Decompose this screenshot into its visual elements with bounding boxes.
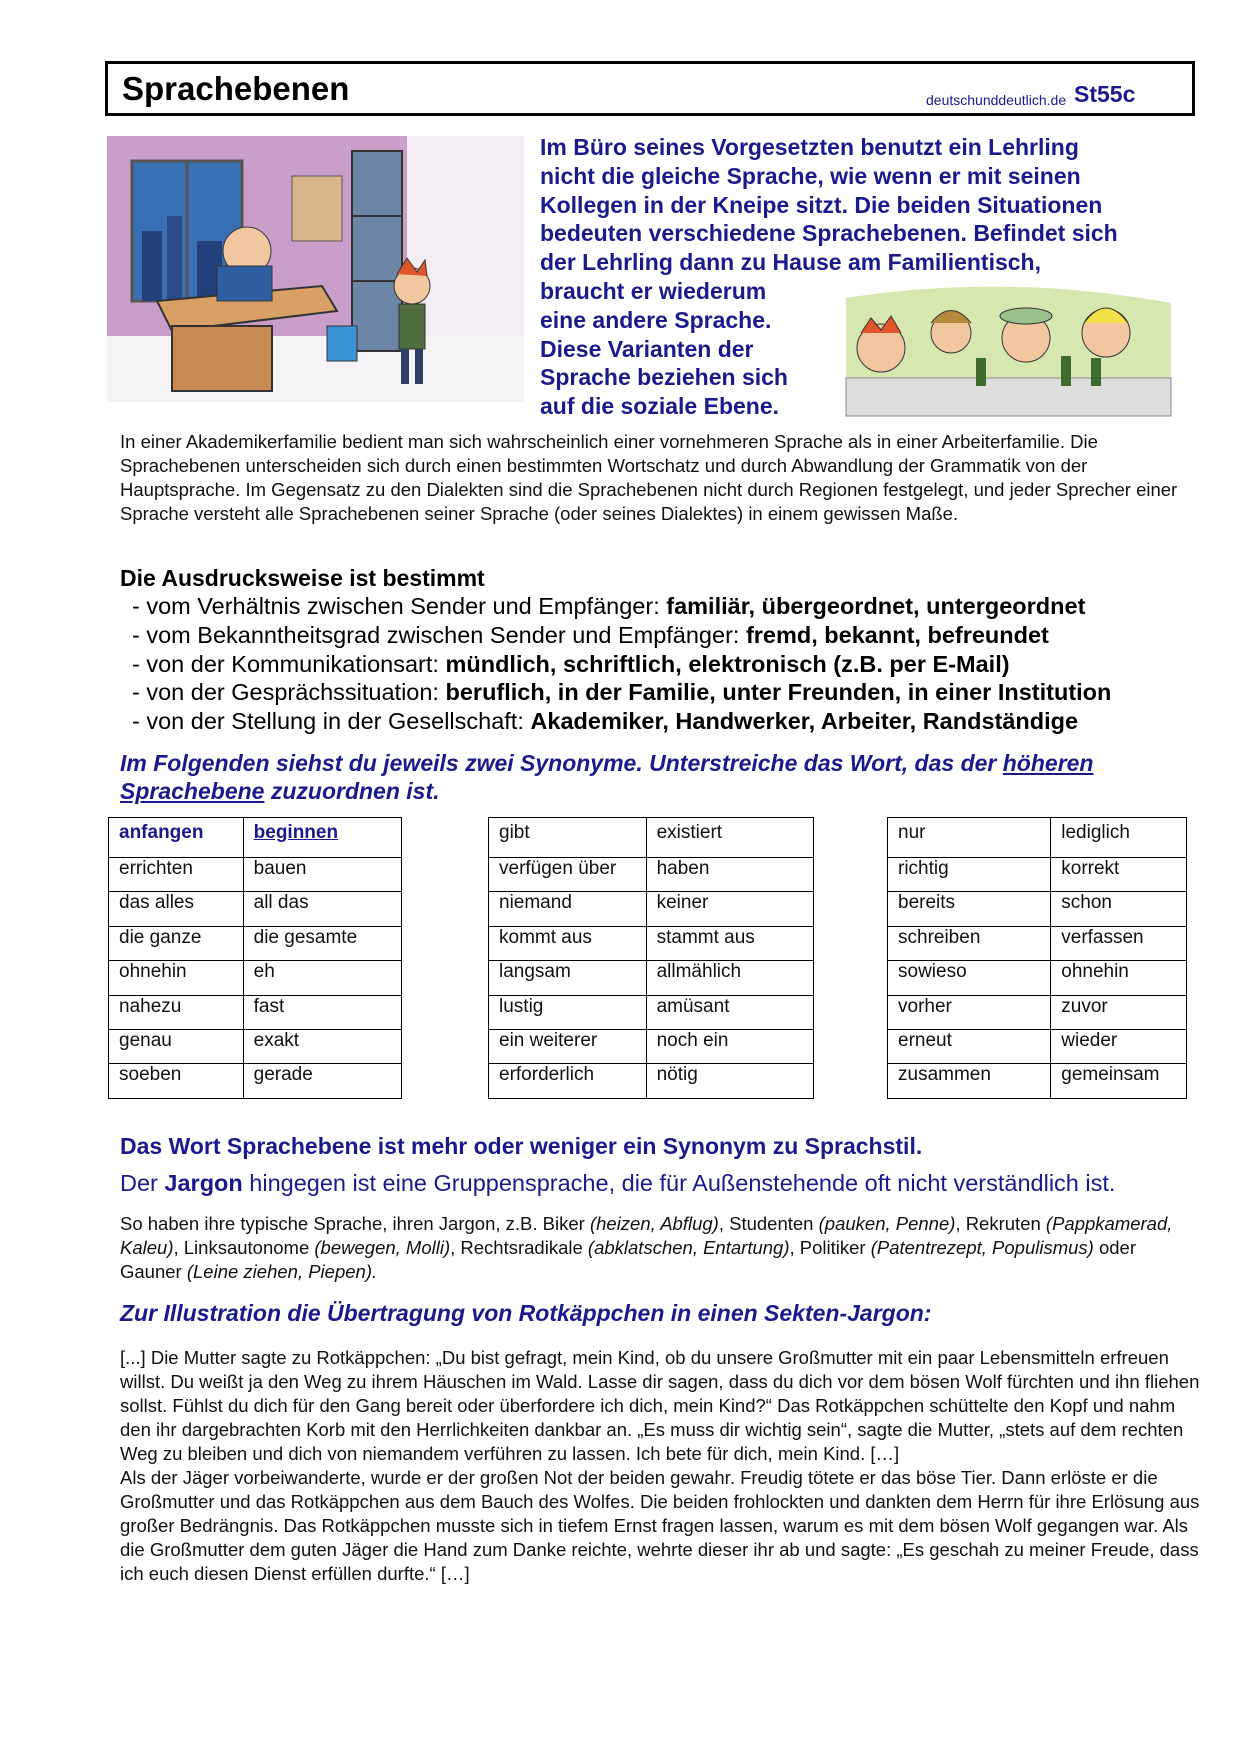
table-cell[interactable]: bereits bbox=[888, 892, 1051, 926]
intro-line: auf die soziale Ebene. bbox=[540, 393, 780, 420]
table-cell[interactable]: wieder bbox=[1051, 1029, 1187, 1063]
jargon-text: , Rekruten bbox=[955, 1213, 1046, 1234]
table-cell[interactable]: richtig bbox=[888, 858, 1051, 892]
table-cell[interactable]: verfügen über bbox=[489, 858, 647, 892]
intro-line: bedeuten verschiedene Sprachebenen. Befindet sich bbox=[540, 220, 1118, 247]
table-cell[interactable]: bauen bbox=[243, 858, 401, 892]
table-cell[interactable]: soeben bbox=[109, 1064, 244, 1098]
page-title: Sprachebenen bbox=[122, 70, 350, 107]
table-cell[interactable]: erneut bbox=[888, 1029, 1051, 1063]
intro-line: braucht er wiederum bbox=[540, 277, 767, 304]
table-cell[interactable]: zusammen bbox=[888, 1064, 1051, 1098]
synonym-table-2 bbox=[488, 817, 814, 1099]
office-cartoon-illustration bbox=[107, 136, 524, 402]
story-paragraph: Als der Jäger vorbeiwanderte, wurde er der großen Not der beiden gewahr. Freudig tötete er das böse Tier. Dann erlöste er die Großmutter und das Rotkäppchen aus dem Bauch des Wolfes. Die beiden frohlockten und dankten dem Herrn für ihre Erlösung aus großer Bedrängnis. Das Rotkäppchen musste sich in tiefem Ernst fragen lassen, warum es mit dem bösen Wolf gegangen war. Als die Großmutter dem guten Jäger die Hand zum Danke reichte, wehrte dieser ihr ab und sagte: „Es geschah zu meiner Freude, dass ich euch diesen Dienst erfüllen durfte.“ […] bbox=[120, 1467, 1200, 1584]
ausdruck-heading: Die Ausdrucksweise ist bestimmt bbox=[120, 565, 485, 591]
jargon-example: (abklatschen, Entartung) bbox=[587, 1237, 790, 1258]
table-cell[interactable]: haben bbox=[646, 858, 813, 892]
table-row bbox=[888, 1029, 1187, 1063]
table-cell[interactable]: gerade bbox=[243, 1064, 401, 1098]
jargon-example: (Patentrezept, Populismus) bbox=[870, 1237, 1094, 1258]
jargon-line: Der Jargon hingegen ist eine Gruppensprache, die für Außenstehende oft nicht verständlich ist. bbox=[120, 1170, 1116, 1196]
jargon-text: oder Gauner bbox=[120, 1237, 1137, 1282]
table-cell[interactable]: vorher bbox=[888, 995, 1051, 1029]
table-cell[interactable]: langsam bbox=[489, 961, 647, 995]
table-cell[interactable]: die gesamte bbox=[243, 926, 401, 960]
table-cell[interactable]: die ganze bbox=[109, 926, 244, 960]
table-row bbox=[888, 818, 1187, 858]
table-row bbox=[489, 995, 814, 1029]
jargon-example: (bewegen, Molli) bbox=[314, 1237, 451, 1258]
table-cell[interactable]: existiert bbox=[646, 818, 813, 858]
table-row bbox=[489, 892, 814, 926]
table-cell[interactable]: korrekt bbox=[1051, 858, 1187, 892]
table-cell[interactable]: errichten bbox=[109, 858, 244, 892]
table-row bbox=[109, 995, 402, 1029]
story-paragraph: [...] Die Mutter sagte zu Rotkäppchen: „Du bist gefragt, mein Kind, ob du unsere Großmutter mit ein paar Lebensmitteln erfreuen willst. Du weißt ja den Weg zu ihrem Häuschen im Wald. Lasse dir sagen, dass du dich vor dem bösen Wolf fürchten und ihn fliehen sollst. Fühlst du dich für den Gang bereit oder überfordere ich dich, mein Kind?“ Das Rotkäppchen schüttelte den Kopf und nahm den ihr dargebrachten Korb mit den Herrlichkeiten dankbar an. „Es muss dir wichtig sein“, sagte die Mutter, „stets auf dem rechten Weg zu bleiben und dich von niemandem verführen zu lassen. Ich bete für dich, mein Kind. […] bbox=[120, 1347, 1200, 1464]
table-row bbox=[888, 892, 1187, 926]
table-row bbox=[489, 961, 814, 995]
intro-paragraph: In einer Akademikerfamilie bedient man sich wahrscheinlich einer vornehmeren Sprache als in einer Arbeiterfamilie. Die Sprachebenen unterscheiden sich durch einen bestimmten Wortschatz und durch Abwandlung der Grammatik von der Hauptsprache. Im Gegensatz zu den Dialekten sind die Sprachebenen nicht durch Regionen festgelegt, und jeder Sprecher einer Sprache versteht alle Sprachebenen seiner Sprache (oder seines Dialektes) in einem gewissen Maße. bbox=[120, 431, 1178, 524]
table-cell[interactable]: kommt aus bbox=[489, 926, 647, 960]
table-row bbox=[109, 892, 402, 926]
table-row bbox=[489, 1029, 814, 1063]
synonym-table-1 bbox=[108, 817, 402, 1099]
list-item: - von der Gesprächssituation: beruflich, in der Familie, unter Freunden, in einer Institution bbox=[132, 679, 1112, 706]
table-cell[interactable]: lustig bbox=[489, 995, 647, 1029]
intro-line: Im Büro seines Vorgesetzten benutzt ein Lehrling bbox=[540, 134, 1079, 160]
table-cell[interactable]: nur bbox=[888, 818, 1051, 858]
list-item: - vom Verhältnis zwischen Sender und Empfänger: familiär, übergeordnet, untergeordnet bbox=[132, 593, 1086, 619]
table-cell[interactable]: niemand bbox=[489, 892, 647, 926]
pub-cartoon-illustration bbox=[836, 278, 1178, 423]
table-row bbox=[489, 926, 814, 960]
table-cell[interactable]: nahezu bbox=[109, 995, 244, 1029]
intro-line: eine andere Sprache. bbox=[540, 306, 772, 333]
table-cell[interactable]: beginnen bbox=[243, 818, 401, 858]
jargon-example: (pauken, Penne) bbox=[818, 1213, 956, 1234]
table-row bbox=[109, 961, 402, 995]
table-cell[interactable]: lediglich bbox=[1051, 818, 1187, 858]
header-box bbox=[105, 61, 1195, 116]
ausdruck-list bbox=[132, 592, 1111, 736]
table-row bbox=[489, 1064, 814, 1098]
intro-line: nicht die gleiche Sprache, wie wenn er mit seinen bbox=[540, 162, 1081, 189]
table-cell[interactable]: sowieso bbox=[888, 961, 1051, 995]
table-row bbox=[888, 926, 1187, 960]
sprachstil-heading: Das Wort Sprachebene ist mehr oder weniger ein Synonym zu Sprachstil. bbox=[120, 1133, 923, 1159]
table-row bbox=[489, 818, 814, 858]
list-item: - von der Kommunikationsart: mündlich, schriftlich, elektronisch (z.B. per E-Mail) bbox=[132, 650, 1010, 677]
table-cell[interactable]: allmählich bbox=[646, 961, 813, 995]
table-row bbox=[109, 818, 402, 858]
jargon-example: (heizen, Abflug) bbox=[589, 1213, 719, 1234]
table-row bbox=[489, 858, 814, 892]
table-row bbox=[109, 926, 402, 960]
jargon-example: (Pappkamerad, Kaleu) bbox=[120, 1213, 1173, 1258]
table-cell[interactable]: all das bbox=[243, 892, 401, 926]
story-text bbox=[120, 1346, 1205, 1586]
table-cell[interactable]: verfassen bbox=[1051, 926, 1187, 960]
table-row bbox=[888, 995, 1187, 1029]
table-cell[interactable]: eh bbox=[243, 961, 401, 995]
synonym-table-3 bbox=[887, 817, 1187, 1099]
table-cell[interactable]: gibt bbox=[489, 818, 647, 858]
table-cell[interactable]: das alles bbox=[109, 892, 244, 926]
table-cell[interactable]: erforderlich bbox=[489, 1064, 647, 1098]
table-row bbox=[109, 858, 402, 892]
table-cell[interactable]: fast bbox=[243, 995, 401, 1029]
table-row bbox=[888, 1064, 1187, 1098]
table-cell[interactable]: zuvor bbox=[1051, 995, 1187, 1029]
table-cell[interactable]: keiner bbox=[646, 892, 813, 926]
table-row bbox=[109, 1064, 402, 1098]
table-row bbox=[888, 961, 1187, 995]
jargon-paragraph bbox=[120, 1212, 1200, 1284]
table-cell[interactable]: ein weiterer bbox=[489, 1029, 647, 1063]
table-cell[interactable]: schon bbox=[1051, 892, 1187, 926]
intro-line: Diese Varianten der bbox=[540, 335, 754, 362]
table-cell[interactable]: gemeinsam bbox=[1051, 1064, 1187, 1098]
jargon-text: , Studenten bbox=[718, 1213, 819, 1234]
jargon-text: , Politiker bbox=[789, 1237, 871, 1258]
list-item: - von der Stellung in der Gesellschaft: Akademiker, Handwerker, Arbeiter, Randständige bbox=[132, 708, 1079, 735]
jargon-text: , Rechtsradikale bbox=[450, 1237, 588, 1258]
intro-line: der Lehrling dann zu Hause am Familientisch, bbox=[540, 249, 1041, 276]
table-cell[interactable]: schreiben bbox=[888, 926, 1051, 960]
table-cell[interactable]: exakt bbox=[243, 1029, 401, 1063]
site-name: deutschunddeutlich.de bbox=[926, 92, 1067, 108]
worksheet-code: St55c bbox=[1074, 81, 1136, 107]
table-cell[interactable]: nötig bbox=[646, 1064, 813, 1098]
list-item: - vom Bekanntheitsgrad zwischen Sender und Empfänger: fremd, bekannt, befreundet bbox=[132, 621, 1049, 648]
illustration-heading: Zur Illustration die Übertragung von Rotkäppchen in einen Sekten-Jargon: bbox=[120, 1300, 932, 1326]
table-row bbox=[888, 858, 1187, 892]
intro-line: Kollegen in der Kneipe sitzt. Die beiden Situationen bbox=[540, 191, 1103, 218]
table-cell[interactable]: noch ein bbox=[646, 1029, 813, 1063]
jargon-example: (Leine ziehen, Piepen). bbox=[186, 1261, 378, 1282]
table-cell[interactable]: amüsant bbox=[646, 995, 813, 1029]
jargon-text: , Linksautonome bbox=[173, 1237, 315, 1258]
table-cell[interactable]: anfangen bbox=[109, 818, 244, 858]
table-cell[interactable]: ohnehin bbox=[109, 961, 244, 995]
table-cell[interactable]: stammt aus bbox=[646, 926, 813, 960]
table-cell[interactable]: genau bbox=[109, 1029, 244, 1063]
jargon-text: So haben ihre typische Sprache, ihren Jargon, z.B. Biker bbox=[120, 1213, 590, 1234]
intro-line: Sprache beziehen sich bbox=[540, 364, 788, 391]
table-row bbox=[109, 1029, 402, 1063]
task-instruction: Im Folgenden siehst du jeweils zwei Synonyme. Unterstreiche das Wort, das der höheren Sprachebene zuzuordnen ist. bbox=[120, 750, 1094, 804]
table-cell[interactable]: ohnehin bbox=[1051, 961, 1187, 995]
